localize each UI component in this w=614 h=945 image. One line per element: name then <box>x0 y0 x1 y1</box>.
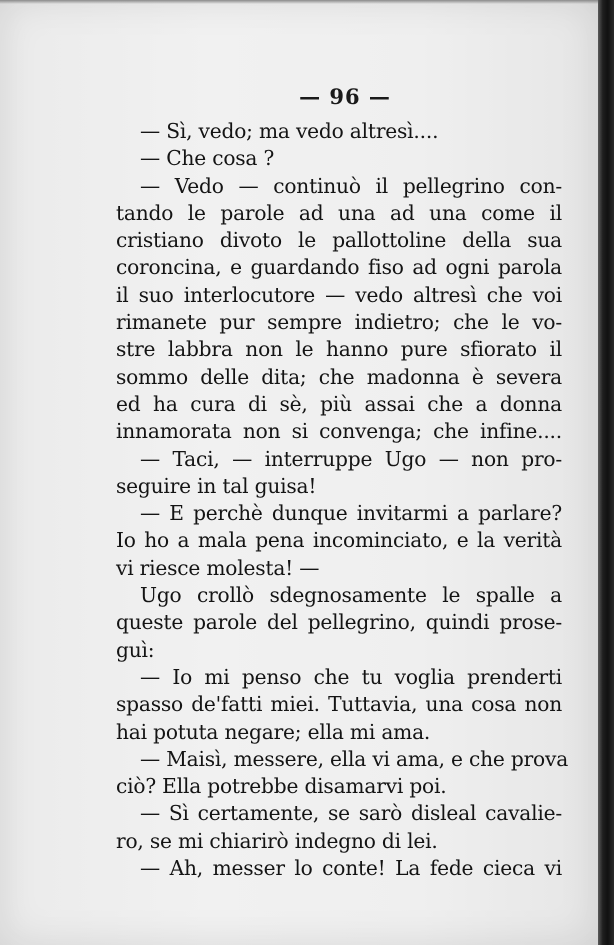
text-line: innamorata non si convenga; che infine.... <box>116 419 562 444</box>
book-spine-edge <box>598 0 614 945</box>
page-number: — 96 — <box>299 84 391 109</box>
text-line: vi riesce molesta! — <box>116 555 320 580</box>
text-line: stre labbra non le hanno pure sfiorato il <box>116 337 562 362</box>
text-line: ed ha cura di sè, più assai che a donna <box>116 391 562 416</box>
text-line: — Maisì, messere, ella vi ama, e che prova <box>140 746 569 771</box>
text-line: — Sì certamente, se sarò disleal cavalie- <box>140 801 562 826</box>
text-line: hai potuta negare; ella mi ama. <box>116 719 431 744</box>
text-line: — Che cosa ? <box>140 146 275 171</box>
text-line: tando le parole ad una ad una come il <box>116 200 562 225</box>
text-line: coroncina, e guardando fiso ad ogni parola <box>116 255 562 280</box>
text-line: queste parole del pellegrino, quindi prose- <box>116 610 562 635</box>
text-line: — Vedo — continuò il pellegrino con- <box>140 173 562 198</box>
text-line: Io ho a mala pena incominciato, e la verità <box>116 528 562 553</box>
text-line: cristiano divoto le pallottoline della sua <box>116 228 562 253</box>
text-line: rimanete pur sempre indietro; che le vo- <box>116 310 562 335</box>
text-line: — Io mi penso che tu voglia prenderti <box>140 664 562 689</box>
page-text <box>116 118 569 882</box>
page-top-edge <box>0 0 598 4</box>
text-line: sommo delle dita; che madonna è severa <box>116 364 562 389</box>
text-line: ro, se mi chiarirò indegno di lei. <box>116 828 438 853</box>
text-line: — Sì, vedo; ma vedo altresì.... <box>140 119 439 143</box>
text-line: seguire in tal guisa! <box>116 473 317 498</box>
text-line: spasso de'fatti miei. Tuttavia, una cosa non <box>116 692 562 717</box>
text-line: — E perchè dunque invitarmi a parlare? <box>140 501 562 526</box>
text-line: — Ah, messer lo conte! La fede cieca vi <box>140 856 562 881</box>
text-line: ciò? Ella potrebbe disamarvi poi. <box>116 774 447 799</box>
text-line: Ugo crollò sdegnosamente le spalle a <box>140 583 562 608</box>
text-line: guì: <box>116 637 155 662</box>
text-line: il suo interlocutore — vedo altresì che voi <box>116 282 562 307</box>
text-line: — Taci, — interruppe Ugo — non pro- <box>140 446 562 471</box>
